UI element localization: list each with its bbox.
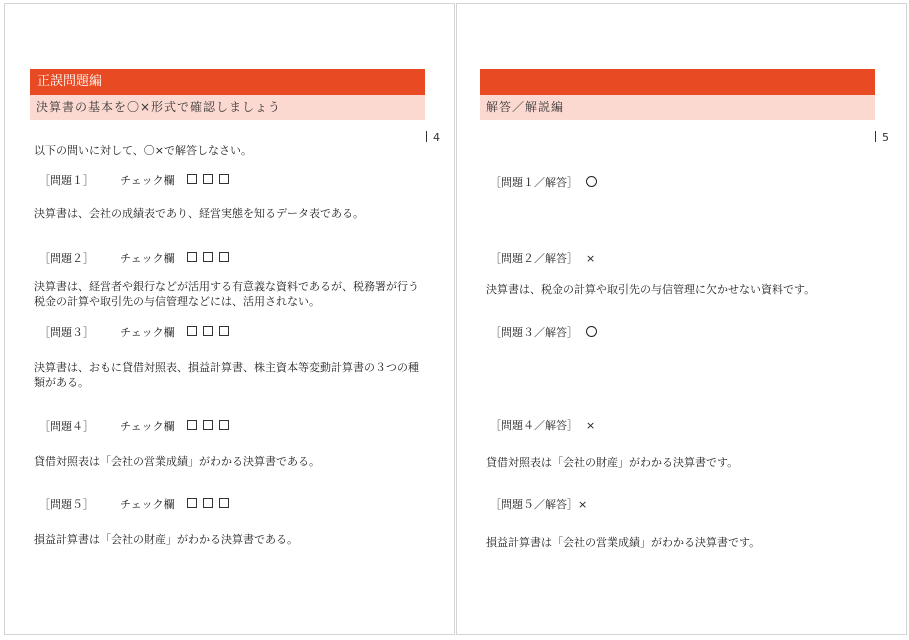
checkbox[interactable] xyxy=(219,174,229,184)
answer-label: ［問題５／解答］ xyxy=(490,498,578,511)
question-4-header xyxy=(39,418,235,434)
question-3-text: 決算書は、おもに貸借対照表、損益計算書、株主資本等変動計算書の３つの種類がある。 xyxy=(34,361,419,389)
right-page xyxy=(456,3,907,635)
checkbox[interactable] xyxy=(203,420,213,430)
question-1-text: 決算書は、会社の成績表であり、経営実態を知るデータ表である。 xyxy=(34,207,364,220)
answer-4-explanation: 貸借対照表は「会社の財産」がわかる決算書です。 xyxy=(486,456,739,469)
question-5-text: 損益計算書は「会社の財産」がわかる決算書である。 xyxy=(34,533,298,546)
question-label: ［問題５］ xyxy=(39,498,94,511)
circle-mark-icon xyxy=(586,326,597,337)
answer-2-explanation: 決算書は、税金の計算や取引先の与信管理に欠かせない資料です。 xyxy=(486,283,816,296)
check-label: チェック欄 xyxy=(120,326,175,339)
page-number: 4 xyxy=(426,131,440,144)
check-label: チェック欄 xyxy=(120,252,175,265)
checkbox[interactable] xyxy=(187,252,197,262)
page-subtitle: 決算書の基本を〇×形式で確認しましょう xyxy=(30,95,425,120)
question-label: ［問題１］ xyxy=(39,174,94,187)
question-label: ［問題４］ xyxy=(39,420,94,433)
answer-1-header xyxy=(490,174,597,190)
checkbox[interactable] xyxy=(187,420,197,430)
cross-mark: × xyxy=(586,419,596,432)
instruction-text: 以下の問いに対して、〇×で解答しなさい。 xyxy=(34,144,252,157)
check-label: チェック欄 xyxy=(120,174,175,187)
answer-3-header xyxy=(490,324,597,340)
question-1-header xyxy=(39,172,235,188)
checkbox[interactable] xyxy=(203,498,213,508)
page-title: 正誤問題編 xyxy=(30,69,425,95)
cross-mark: × xyxy=(578,498,588,511)
answer-title-band xyxy=(480,69,875,95)
answer-5-explanation: 損益計算書は「会社の営業成績」がわかる決算書です。 xyxy=(486,536,761,549)
checkbox[interactable] xyxy=(219,498,229,508)
check-label: チェック欄 xyxy=(120,420,175,433)
checkbox[interactable] xyxy=(203,326,213,336)
question-2-text: 決算書は、経営者や銀行などが活用する有意義な資料であるが、税務署が行う税金の計算や取引先の与信管理などには、活用されない。 xyxy=(34,280,419,308)
answer-subtitle: 解答／解説編 xyxy=(480,95,875,120)
checkbox[interactable] xyxy=(219,252,229,262)
checkbox[interactable] xyxy=(187,174,197,184)
answer-2-header xyxy=(490,250,595,266)
checkbox[interactable] xyxy=(219,420,229,430)
checkbox[interactable] xyxy=(187,498,197,508)
question-2-header xyxy=(39,250,235,266)
question-3-header xyxy=(39,324,235,340)
question-label: ［問題３］ xyxy=(39,326,94,339)
checkbox[interactable] xyxy=(203,252,213,262)
checkbox[interactable] xyxy=(219,326,229,336)
answer-5-header xyxy=(490,496,587,512)
cross-mark: × xyxy=(586,252,596,265)
page-number: 5 xyxy=(875,131,889,144)
question-4-text: 貸借対照表は「会社の営業成績」がわかる決算書である。 xyxy=(34,455,320,468)
left-page xyxy=(4,3,455,635)
answer-label: ［問題２／解答］ xyxy=(490,252,578,265)
circle-mark-icon xyxy=(586,176,597,187)
answer-label: ［問題１／解答］ xyxy=(490,176,578,189)
answer-label: ［問題４／解答］ xyxy=(490,419,578,432)
question-label: ［問題２］ xyxy=(39,252,94,265)
checkbox[interactable] xyxy=(187,326,197,336)
checkbox[interactable] xyxy=(203,174,213,184)
answer-label: ［問題３／解答］ xyxy=(490,326,578,339)
check-label: チェック欄 xyxy=(120,498,175,511)
answer-4-header xyxy=(490,417,595,433)
question-5-header xyxy=(39,496,235,512)
